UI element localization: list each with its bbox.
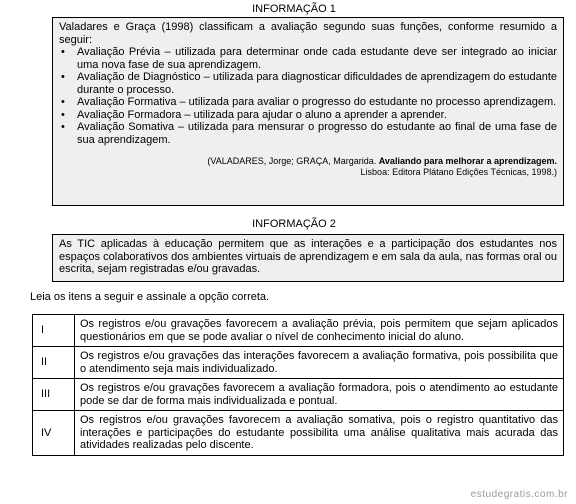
item-number: I — [33, 315, 75, 347]
item-text: Os registros e/ou gravações favorecem a avaliação prévia, pois permitem que sejam aplicados questionários em que se pode avaliar o nível de conhecimento inicial do aluno. — [75, 315, 564, 347]
citation — [59, 156, 557, 178]
bullet-text: Avaliação de Diagnóstico – utilizada para diagnosticar dificuldades de aprendizagem do estudante durante o processo. — [77, 71, 557, 96]
bullet-icon: • — [61, 121, 65, 133]
bullet-text: Avaliação Prévia – utilizada para determinar onde cada estudante deve ser integrado ao iniciar uma nova fase de sua aprendizagem. — [77, 46, 557, 71]
items-table — [32, 314, 564, 456]
list-item — [59, 109, 557, 122]
bullet-icon: • — [61, 96, 65, 108]
citation-publisher: Lisboa: Editora Plátano Edições Técnicas, 1998.) — [360, 167, 557, 177]
table-row — [33, 379, 564, 411]
item-text: Os registros e/ou gravações das interações favorecem a avaliação formativa, pois possibilita que o atendimento seja mais individualizado. — [75, 347, 564, 379]
bullet-icon: • — [61, 71, 65, 83]
list-item — [59, 71, 557, 96]
bullet-icon: • — [61, 46, 65, 58]
list-item — [59, 96, 557, 109]
info2-heading: INFORMAÇÃO 2 — [252, 218, 336, 230]
info2-text: As TIC aplicadas à educação permitem que as interações e a participação dos estudantes nos espaços colaborativos dos ambientes virtuais de aprendizagem e em sala da aula, nas formas oral ou escrita, sejam registradas e/ou gravadas. — [59, 238, 557, 275]
item-text: Os registros e/ou gravações favorecem a avaliação somativa, pois o registro quantitativo das interações e participações do estudante possibilita uma análise qualitativa mais acurada das atividades realizadas pelo discente. — [75, 411, 564, 456]
info1-bullet-list — [59, 46, 557, 146]
watermark: estudegratis.com.br — [470, 488, 568, 500]
citation-authors: (VALADARES, Jorge; GRAÇA, Margarida. — [207, 156, 379, 166]
bullet-text: Avaliação Formativa – utilizada para avaliar o progresso do estudante no processo aprendizagem. — [77, 96, 557, 108]
item-text: Os registros e/ou gravações favorecem a avaliação formadora, pois o atendimento ao estudante pode se dar de forma mais individualizada e pontual. — [75, 379, 564, 411]
item-number: IV — [33, 411, 75, 456]
bullet-text: Avaliação Somativa – utilizada para mensurar o progresso do estudante ao final de uma fase de sua aprendizagem. — [77, 121, 557, 146]
table-row — [33, 347, 564, 379]
info1-box — [52, 17, 564, 206]
item-number: III — [33, 379, 75, 411]
list-item — [59, 46, 557, 71]
citation-title: Avaliando para melhorar a aprendizagem. — [378, 156, 557, 166]
bullet-text: Avaliação Formadora – utilizada para ajudar o aluno a aprender a aprender. — [77, 108, 447, 121]
list-item — [59, 121, 557, 146]
info1-heading: INFORMAÇÃO 1 — [252, 3, 336, 15]
instruction-text: Leia os itens a seguir e assinale a opção correta. — [30, 291, 270, 303]
table-row — [33, 411, 564, 456]
bullet-icon: • — [61, 108, 65, 121]
info1-intro: Valadares e Graça (1998) classificam a avaliação segundo suas funções, conforme resumido a seguir: — [59, 21, 557, 46]
info2-box — [52, 234, 564, 282]
table-row — [33, 315, 564, 347]
item-number: II — [33, 347, 75, 379]
